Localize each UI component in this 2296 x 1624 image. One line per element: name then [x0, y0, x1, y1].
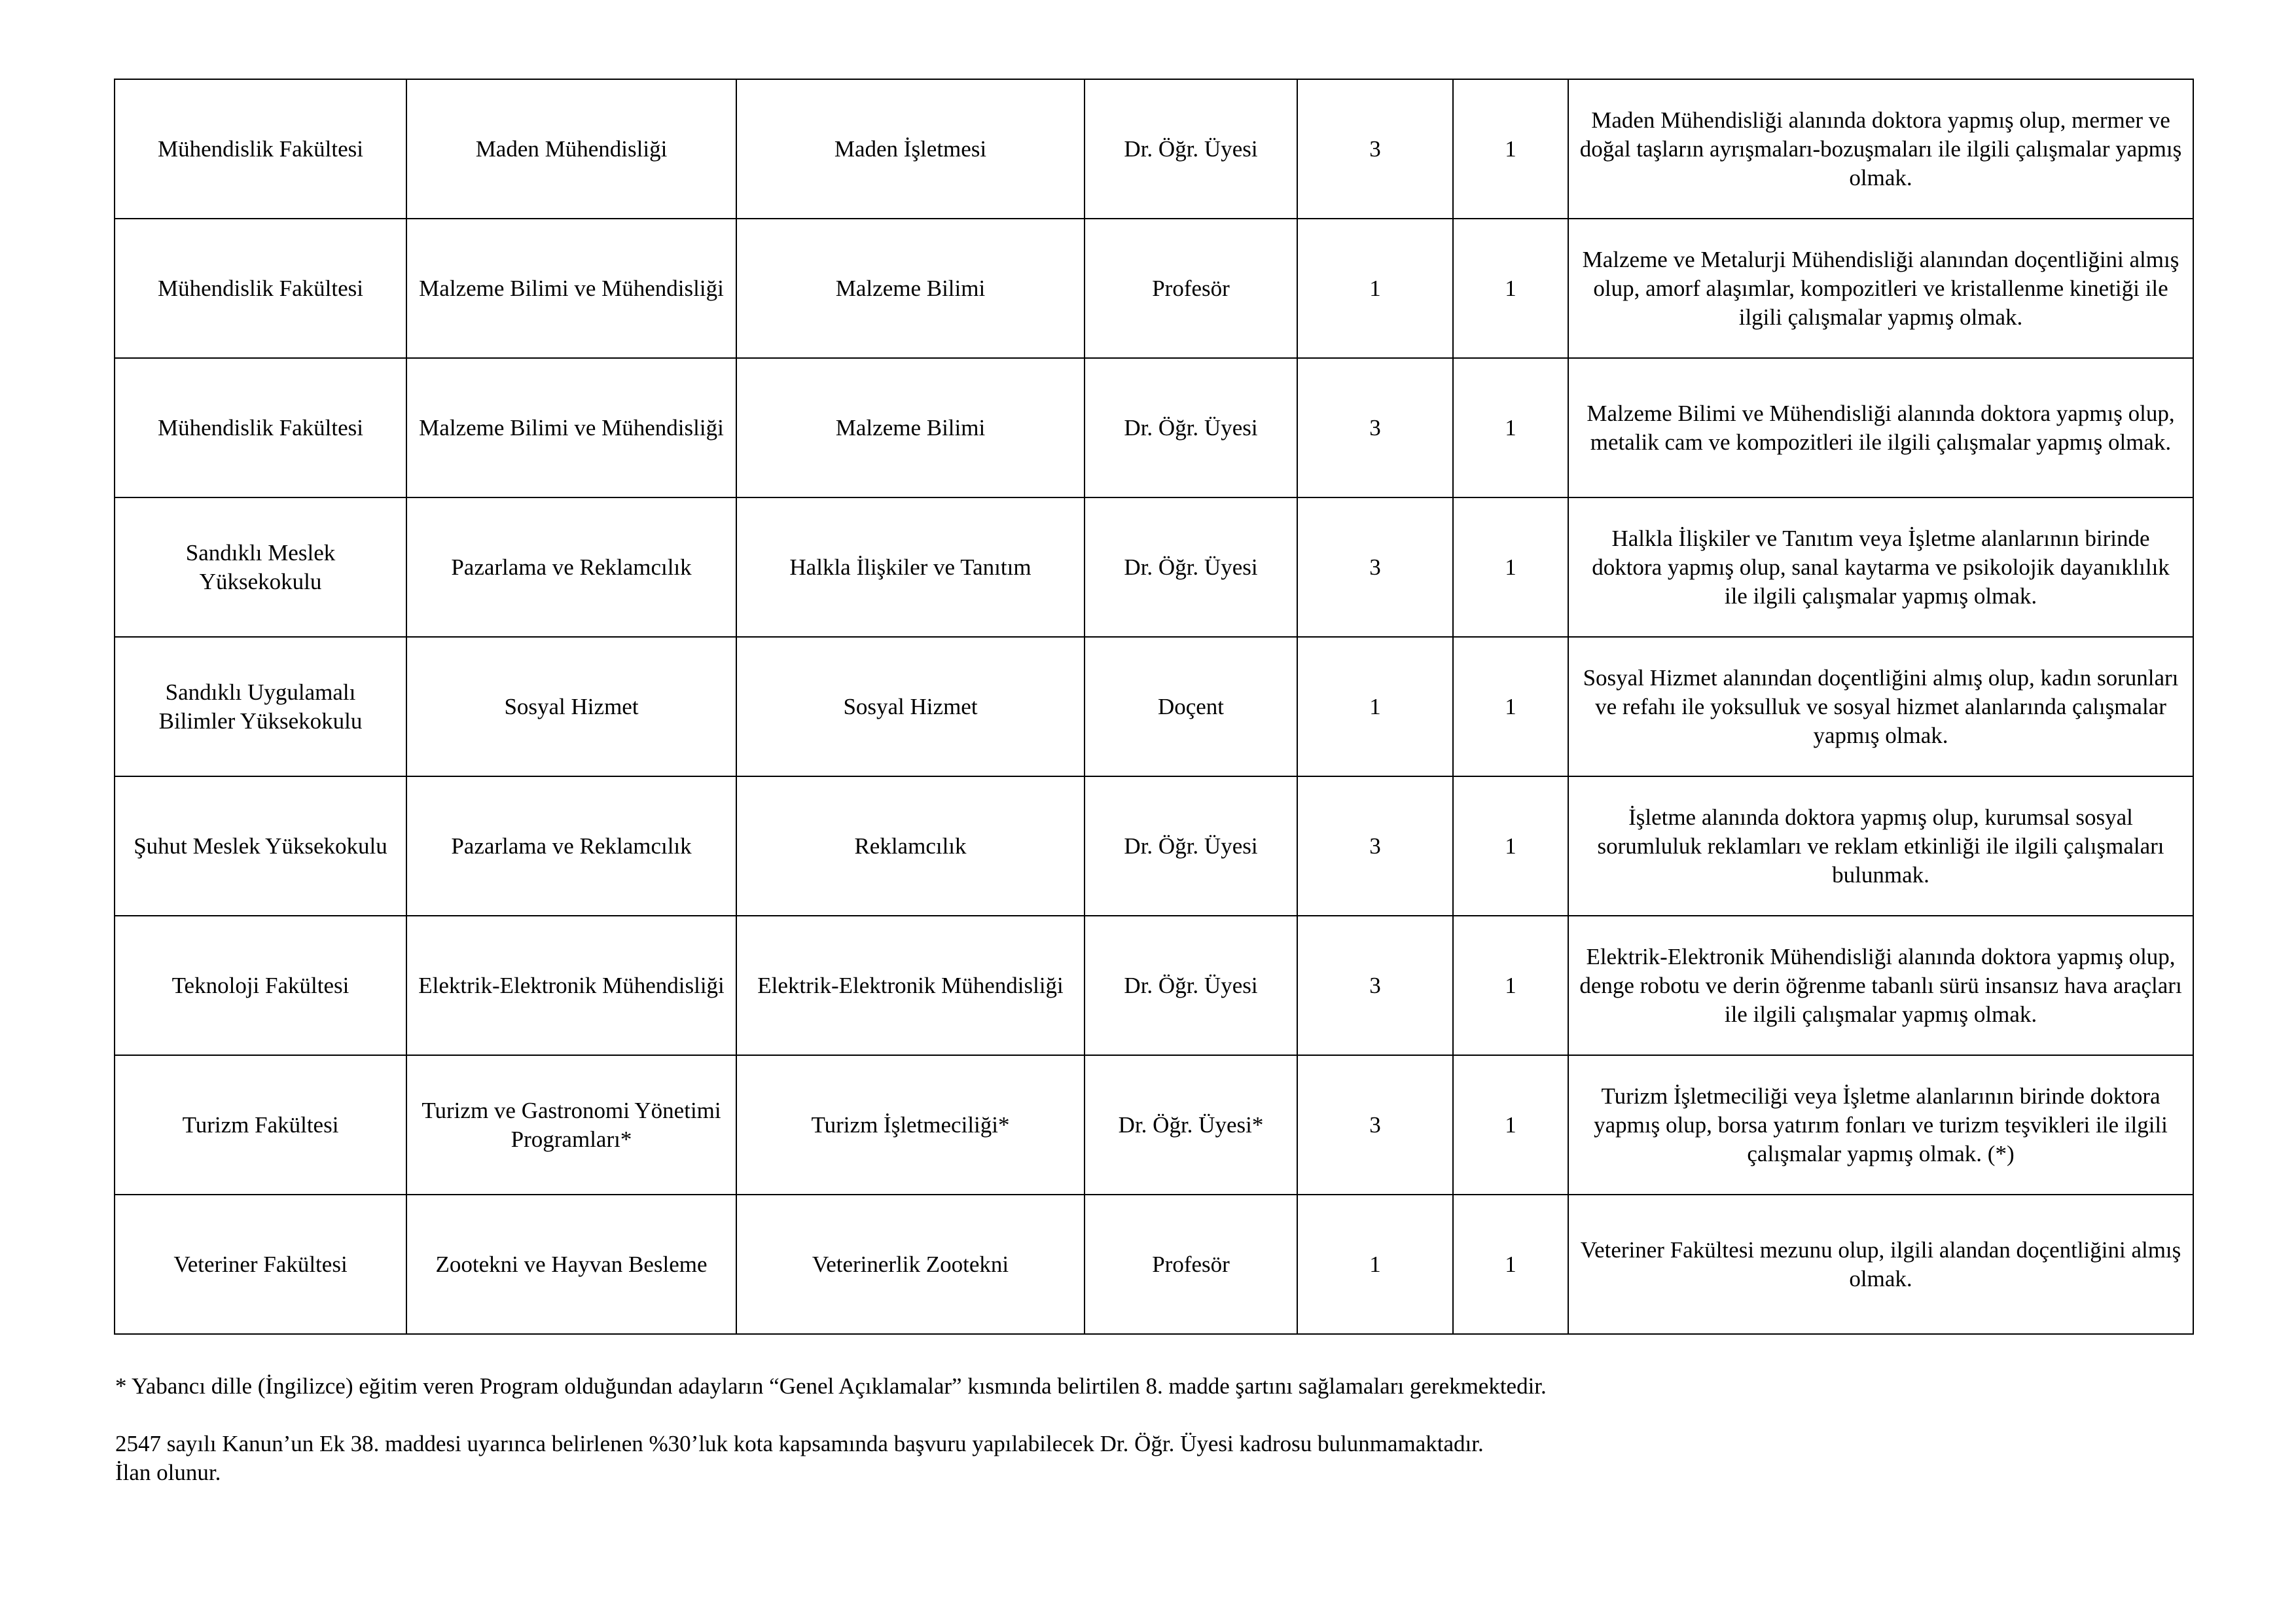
- division-cell: Sosyal Hizmet: [736, 637, 1085, 776]
- position-table: [114, 79, 2194, 1335]
- department-cell: Pazarlama ve Reklamcılık: [406, 776, 736, 916]
- degree-cell: 3: [1297, 79, 1453, 219]
- title-cell: Profesör: [1085, 1195, 1297, 1334]
- department-cell: Sosyal Hizmet: [406, 637, 736, 776]
- footnote-text: * Yabancı dille (İngilizce) eğitim veren Program olduğundan adayların “Genel Açıklamalar” kısmında belirtilen 8. madde şartını sağlamaları gerekmektedir.: [115, 1373, 1547, 1399]
- closing-text: İlan olunur.: [115, 1460, 221, 1485]
- department-cell: Elektrik-Elektronik Mühendisliği: [406, 916, 736, 1055]
- unit-cell: Mühendislik Fakültesi: [115, 358, 406, 497]
- requirements-cell: Turizm İşletmeciliği veya İşletme alanlarının birinde doktora yapmış olup, borsa yatırım fonları ve turizm teşvikleri ile ilgili çalışmalar yapmış olmak. (*): [1568, 1055, 2193, 1195]
- title-cell: Dr. Öğr. Üyesi: [1085, 916, 1297, 1055]
- division-cell: Halkla İlişkiler ve Tanıtım: [736, 497, 1085, 637]
- table-row: [115, 497, 2193, 637]
- count-cell: 1: [1453, 776, 1568, 916]
- department-cell: Malzeme Bilimi ve Mühendisliği: [406, 219, 736, 358]
- degree-cell: 1: [1297, 219, 1453, 358]
- unit-cell: Mühendislik Fakültesi: [115, 219, 406, 358]
- title-cell: Dr. Öğr. Üyesi*: [1085, 1055, 1297, 1195]
- division-cell: Malzeme Bilimi: [736, 219, 1085, 358]
- title-cell: Dr. Öğr. Üyesi: [1085, 358, 1297, 497]
- division-cell: Veterinerlik Zootekni: [736, 1195, 1085, 1334]
- requirements-cell: Elektrik-Elektronik Mühendisliği alanında doktora yapmış olup, denge robotu ve derin öğrenme tabanlı sürü insansız hava araçları ile ilgili çalışmalar yapmış olmak.: [1568, 916, 2193, 1055]
- requirements-cell: Sosyal Hizmet alanından doçentliğini almış olup, kadın sorunları ve refahı ile yoksulluk ve sosyal hizmet alanlarında çalışmalar yapmış olmak.: [1568, 637, 2193, 776]
- unit-cell: Şuhut Meslek Yüksekokulu: [115, 776, 406, 916]
- title-cell: Dr. Öğr. Üyesi: [1085, 79, 1297, 219]
- title-cell: Dr. Öğr. Üyesi: [1085, 776, 1297, 916]
- division-cell: Maden İşletmesi: [736, 79, 1085, 219]
- table-row: [115, 358, 2193, 497]
- unit-cell: Veteriner Fakültesi: [115, 1195, 406, 1334]
- table-row: [115, 1055, 2193, 1195]
- division-cell: Turizm İşletmeciliği*: [736, 1055, 1085, 1195]
- requirements-cell: İşletme alanında doktora yapmış olup, kurumsal sosyal sorumluluk reklamları ve reklam etkinliği ile ilgili çalışmaları bulunmak.: [1568, 776, 2193, 916]
- spacer: [115, 1401, 2144, 1430]
- unit-cell: Sandıklı Meslek Yüksekokulu: [115, 497, 406, 637]
- count-cell: 1: [1453, 637, 1568, 776]
- notes-section: [115, 1372, 2144, 1487]
- department-cell: Maden Mühendisliği: [406, 79, 736, 219]
- table-row: [115, 79, 2193, 219]
- degree-cell: 1: [1297, 637, 1453, 776]
- table-row: [115, 219, 2193, 358]
- unit-cell: Mühendislik Fakültesi: [115, 79, 406, 219]
- table-row: [115, 637, 2193, 776]
- degree-cell: 3: [1297, 1055, 1453, 1195]
- department-cell: Malzeme Bilimi ve Mühendisliği: [406, 358, 736, 497]
- quota-text: 2547 sayılı Kanun’un Ek 38. maddesi uyarınca belirlenen %30’luk kota kapsamında başvuru yapılabilecek Dr. Öğr. Üyesi kadrosu bulunmamaktadır.: [115, 1431, 1484, 1456]
- degree-cell: 3: [1297, 916, 1453, 1055]
- degree-cell: 1: [1297, 1195, 1453, 1334]
- division-cell: Elektrik-Elektronik Mühendisliği: [736, 916, 1085, 1055]
- requirements-cell: Malzeme ve Metalurji Mühendisliği alanından doçentliğini almış olup, amorf alaşımlar, kompozitleri ve kristallenme kinetiği ile ilgili çalışmalar yapmış olmak.: [1568, 219, 2193, 358]
- division-cell: Malzeme Bilimi: [736, 358, 1085, 497]
- count-cell: 1: [1453, 497, 1568, 637]
- division-cell: Reklamcılık: [736, 776, 1085, 916]
- table-row: [115, 1195, 2193, 1334]
- degree-cell: 3: [1297, 776, 1453, 916]
- count-cell: 1: [1453, 1055, 1568, 1195]
- count-cell: 1: [1453, 79, 1568, 219]
- unit-cell: Teknoloji Fakültesi: [115, 916, 406, 1055]
- unit-cell: Turizm Fakültesi: [115, 1055, 406, 1195]
- degree-cell: 3: [1297, 358, 1453, 497]
- title-cell: Profesör: [1085, 219, 1297, 358]
- count-cell: 1: [1453, 358, 1568, 497]
- table-row: [115, 916, 2193, 1055]
- title-cell: Dr. Öğr. Üyesi: [1085, 497, 1297, 637]
- requirements-cell: Veteriner Fakültesi mezunu olup, ilgili alandan doçentliğini almış olmak.: [1568, 1195, 2193, 1334]
- count-cell: 1: [1453, 916, 1568, 1055]
- title-cell: Doçent: [1085, 637, 1297, 776]
- department-cell: Zootekni ve Hayvan Besleme: [406, 1195, 736, 1334]
- degree-cell: 3: [1297, 497, 1453, 637]
- unit-cell: Sandıklı Uygulamalı Bilimler Yüksekokulu: [115, 637, 406, 776]
- requirements-cell: Halkla İlişkiler ve Tanıtım veya İşletme alanlarının birinde doktora yapmış olup, sanal kaytarma ve psikolojik dayanıklılık ile ilgili çalışmalar yapmış olmak.: [1568, 497, 2193, 637]
- count-cell: 1: [1453, 1195, 1568, 1334]
- department-cell: Pazarlama ve Reklamcılık: [406, 497, 736, 637]
- requirements-cell: Maden Mühendisliği alanında doktora yapmış olup, mermer ve doğal taşların ayrışmaları-bozuşmaları ile ilgili çalışmalar yapmış olmak.: [1568, 79, 2193, 219]
- count-cell: 1: [1453, 219, 1568, 358]
- table-row: [115, 776, 2193, 916]
- requirements-cell: Malzeme Bilimi ve Mühendisliği alanında doktora yapmış olup, metalik cam ve kompozitleri ile ilgili çalışmalar yapmış olmak.: [1568, 358, 2193, 497]
- department-cell: Turizm ve Gastronomi Yönetimi Programları*: [406, 1055, 736, 1195]
